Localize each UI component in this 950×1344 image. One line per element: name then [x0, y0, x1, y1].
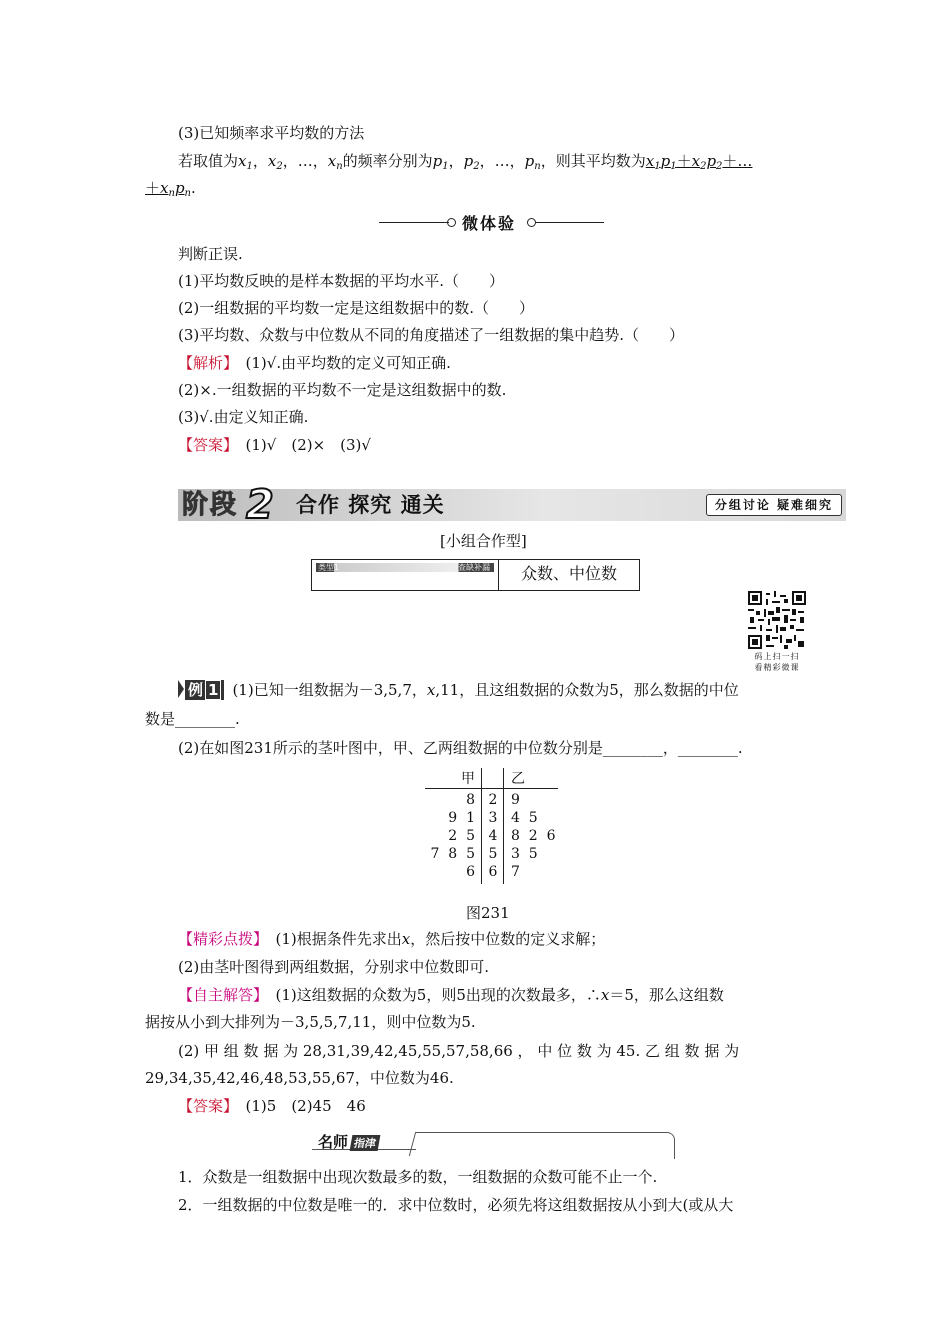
- example-line2: 数是________.: [145, 710, 240, 728]
- leaf-right-row: 9: [511, 792, 520, 808]
- type-box: [311, 559, 640, 591]
- micro-q3: (3)平均数、众数与中位数从不同的角度描述了一组数据的集中趋势.（ ）: [178, 326, 685, 344]
- teacher-tip1: 1．众数是一组数据中出现次数最多的数，一组数据的众数可能不止一个.: [178, 1168, 658, 1186]
- example-marker-icon: [178, 680, 184, 698]
- stem: 3: [488, 810, 498, 826]
- example-part2: (2)在如图231所示的茎叶图中，甲、乙两组数据的中位数分别是________，________.: [178, 739, 743, 757]
- type-box-left: [312, 560, 499, 590]
- solve-line1: 【自主解答】 (1)这组数据的众数为5，则5出现的次数最多，∴x＝5，那么这组数: [178, 986, 724, 1004]
- teacher-frame: [416, 1132, 675, 1159]
- mean-formula-cont: $+x_np_n$.: [145, 179, 196, 199]
- method-text: 若取值为$x_1$，$x_2$，…，$x_n$的频率分别为$p_1$，$p_2$，…，$p_n$，则其平均数为$x_1p_1+x_2p_2+\dots$: [178, 152, 753, 172]
- teacher-label: 名师 指津: [318, 1131, 379, 1152]
- stem: 6: [488, 864, 498, 880]
- leaf-right-row: 8 2 6: [511, 828, 556, 844]
- solve-line2: 据按从小到大排列为－3,5,5,7,11，则中位数为5.: [145, 1013, 476, 1031]
- micro-jx1: 【解析】 (1)√.由平均数的定义可知正确.: [178, 354, 451, 372]
- example-label: 例 1: [185, 680, 224, 700]
- hint-line2: (2)由茎叶图得到两组数据，分别求中位数即可.: [178, 958, 490, 976]
- stage-label: 阶段: [182, 490, 239, 520]
- mean-formula: $x_1p_1+x_2p_2+\dots$: [645, 152, 753, 172]
- stem-leaf-hline: [425, 788, 558, 789]
- leaf-right-row: 4 5: [511, 810, 538, 826]
- micro-answer: 【答案】 (1)√ (2)× (3)√: [178, 436, 371, 454]
- type-title: 众数、中位数: [520, 564, 617, 583]
- stage-title: 合作 探究 通关: [296, 493, 445, 517]
- micro-q1: (1)平均数反映的是样本数据的平均水平.（ ）: [178, 272, 505, 290]
- stage-banner: [178, 482, 846, 528]
- stem-leaf-vline-right: [503, 768, 504, 884]
- micro-jx3: (3)√.由定义知正确.: [178, 408, 309, 426]
- micro-title: 微体验: [462, 214, 517, 233]
- answer2-label: 【答案】: [178, 1097, 231, 1115]
- solve-label: 【自主解答】: [178, 986, 261, 1004]
- answer2-line: 【答案】 (1)5 (2)45 46: [178, 1097, 366, 1115]
- leaf-left-row: 8: [466, 792, 475, 808]
- stage-tag: 分组讨论 疑难细究: [706, 494, 842, 516]
- figure-caption: 图231: [466, 904, 510, 922]
- qr-code-icon[interactable]: [748, 591, 806, 649]
- analysis-label: 【解析】: [178, 354, 231, 372]
- leaf-left-row: 2 5: [448, 828, 475, 844]
- stage-number: 2: [246, 482, 274, 528]
- divider-right: [536, 222, 604, 223]
- teacher-tip2: 2．一组数据的中位数是唯一的．求中位数时，必须先将这组数据按从小到大(或从大: [178, 1196, 734, 1214]
- type-label: 类型1: [318, 563, 340, 572]
- leaf-right-row: 3 5: [511, 846, 538, 862]
- method-heading: (3)已知频率求平均数的方法: [178, 124, 365, 142]
- stem: 2: [488, 792, 498, 808]
- divider-left: [379, 222, 449, 223]
- hint-line1: 【精彩点拨】 (1)根据条件先求出x，然后按中位数的定义求解；: [178, 930, 606, 948]
- solve-line3: (2) 甲 组 数 据 为 28,31,39,42,45,55,57,58,66 ， 中 位 数 为 45. 乙 组 数 据 为: [178, 1042, 740, 1060]
- divider-dot-left: [447, 218, 456, 227]
- micro-q2: (2)一组数据的平均数一定是这组数据中的数.（ ）: [178, 299, 535, 317]
- leaf-right-row: 7: [511, 864, 520, 880]
- stem-leaf-vline-left: [481, 768, 482, 884]
- teacher-banner: [312, 1129, 678, 1161]
- right-header: 乙: [511, 771, 525, 787]
- stem: 4: [488, 828, 498, 844]
- stem: 5: [488, 846, 498, 862]
- micro-intro: 判断正误.: [178, 245, 243, 263]
- leaf-left-row: 7 8 5: [430, 846, 475, 862]
- answer-label: 【答案】: [178, 436, 231, 454]
- leaf-left-row: 6: [466, 864, 475, 880]
- stem-leaf-plot: [425, 768, 560, 886]
- type-sublabel: 查缺补漏: [458, 563, 490, 572]
- solve-line4: 29,34,35,42,46,48,53,55,67，中位数为46.: [145, 1069, 454, 1087]
- hint-label: 【精彩点拨】: [178, 930, 261, 948]
- micro-jx2: (2)×.一组数据的平均数不一定是这组数据中的数.: [178, 381, 507, 399]
- divider-dot-right: [527, 218, 536, 227]
- example-line1: 例 1 (1)已知一组数据为－3,5,7，x,11，且这组数据的众数为5，那么数据的中位: [178, 680, 739, 700]
- group-label: [小组合作型]: [440, 532, 527, 550]
- left-header: 甲: [461, 771, 475, 787]
- leaf-left-row: 9 1: [448, 810, 475, 826]
- qr-caption: 码上扫一扫 看精彩微课: [754, 652, 800, 672]
